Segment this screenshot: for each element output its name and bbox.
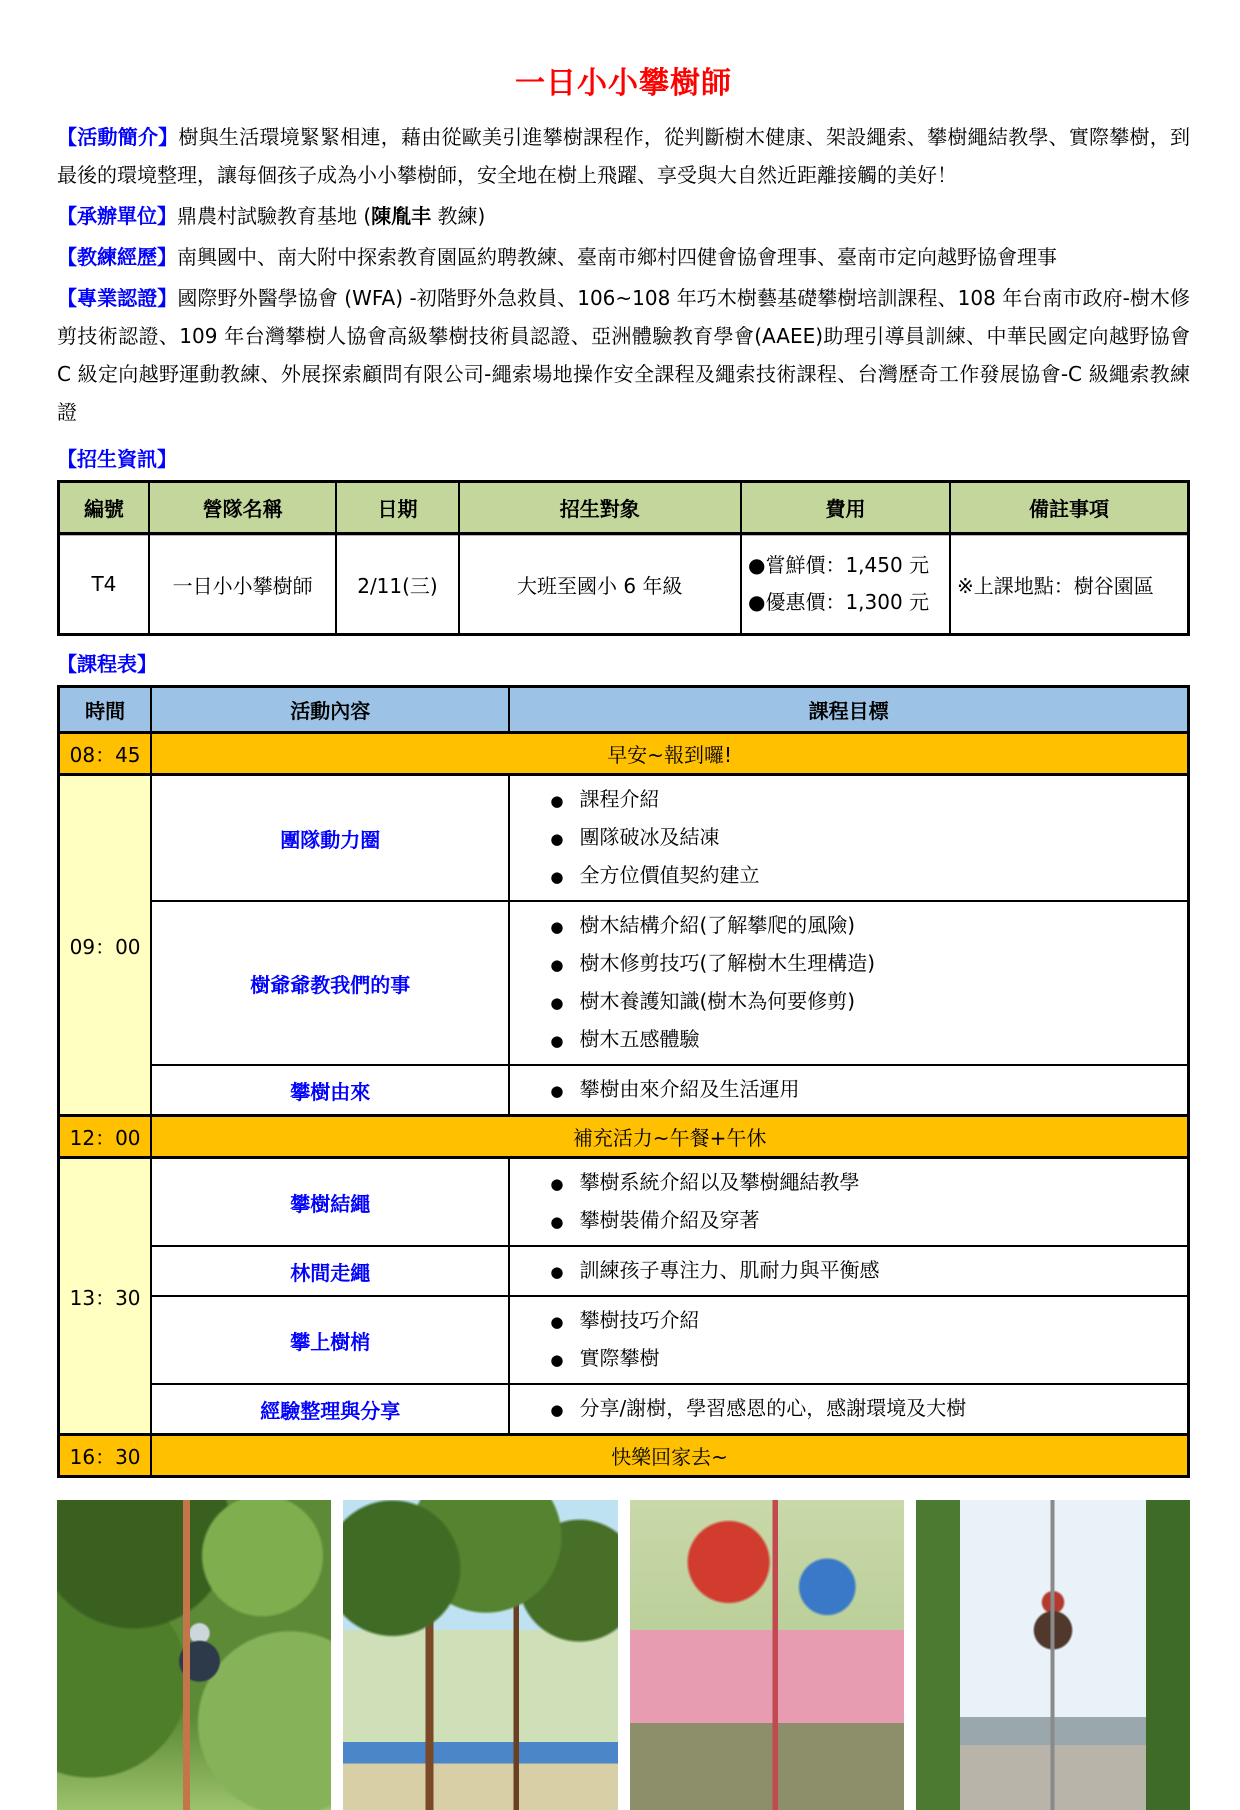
schedule-section-label: 【課程表】 <box>57 652 157 676</box>
goal-text: 全方位價值契約建立 <box>579 863 760 887</box>
photo-gallery <box>57 1500 1190 1810</box>
bullet-icon: ● <box>550 1263 564 1281</box>
bullet-icon: ● <box>550 918 564 936</box>
goal-item <box>550 1202 1179 1240</box>
bullet-icon: ● <box>550 1082 564 1100</box>
experience-text: 南興國中、南大附中探索教育園區約聘教練、臺南市鄉村四健會協會理事、臺南市定向越野協會理事 <box>177 245 1057 269</box>
recruitment-header-date: 日期 <box>336 482 458 534</box>
schedule-row-knots <box>59 1158 1189 1247</box>
activity-slackline: 林間走繩 <box>151 1246 509 1296</box>
recruitment-header-camp: 營隊名稱 <box>149 482 337 534</box>
camp-id-cell: T4 <box>59 534 149 635</box>
activity-photo-hanging-rope <box>916 1500 1190 1810</box>
bullet-icon: ● <box>550 994 564 1012</box>
recruitment-section-label: 【招生資訊】 <box>57 447 177 471</box>
schedule-header-activity: 活動內容 <box>151 687 509 733</box>
activity-photo-park-group <box>343 1500 617 1810</box>
schedule-row-climb-top <box>59 1296 1189 1384</box>
goals-tree-grandpa <box>509 901 1188 1065</box>
recruitment-header-price: 費用 <box>741 482 950 534</box>
schedule-header-row <box>59 687 1189 733</box>
goal-text: 團隊破冰及結凍 <box>579 825 720 849</box>
schedule-row-slackline <box>59 1246 1189 1296</box>
organizer-paragraph <box>57 197 1190 235</box>
goals-knots <box>509 1158 1188 1247</box>
goals-climb-origin <box>509 1065 1188 1116</box>
camp-note-cell: ※上課地點：樹谷園區 <box>950 534 1188 635</box>
schedule-banner-text-1200: 補充活力~午餐+午休 <box>151 1116 1188 1158</box>
goals-slackline <box>509 1246 1188 1296</box>
intro-label: 【活動簡介】 <box>57 125 179 149</box>
goal-item <box>550 983 1179 1021</box>
schedule-row-sharing <box>59 1384 1189 1435</box>
activity-team-circle: 團隊動力圈 <box>151 775 509 902</box>
schedule-time-1630: 16：30 <box>59 1435 152 1477</box>
schedule-row-climb-origin <box>59 1065 1189 1116</box>
schedule-banner-row-1200 <box>59 1116 1189 1158</box>
schedule-time-0845: 08：45 <box>59 733 152 775</box>
bullet-icon: ● <box>550 1175 564 1193</box>
goals-team-circle <box>509 775 1188 902</box>
goal-text: 課程介紹 <box>579 787 660 811</box>
goals-climb-top <box>509 1296 1188 1384</box>
bullet-icon: ● <box>550 956 564 974</box>
activity-tree-grandpa: 樹爺爺教我們的事 <box>151 901 509 1065</box>
goal-text: 樹木結構介紹(了解攀爬的風險) <box>579 913 856 937</box>
goal-text: 樹木養護知識(樹木為何要修剪) <box>579 989 856 1013</box>
recruitment-header-target: 招生對象 <box>459 482 742 534</box>
schedule-row-team-circle <box>59 775 1189 902</box>
bullet-icon: ● <box>550 830 564 848</box>
recruitment-table <box>57 480 1190 636</box>
goal-text: 攀樹技巧介紹 <box>579 1308 700 1332</box>
schedule-banner-row-0845 <box>59 733 1189 775</box>
schedule-header-goal: 課程目標 <box>509 687 1188 733</box>
recruitment-header-id: 編號 <box>59 482 149 534</box>
recruitment-header-row <box>59 482 1189 534</box>
goal-item <box>550 945 1179 983</box>
schedule-row-tree-grandpa <box>59 901 1189 1065</box>
goal-text: 實際攀樹 <box>579 1346 660 1370</box>
activity-photo-kids-gear <box>630 1500 904 1810</box>
camp-target-cell: 大班至國小 6 年級 <box>459 534 742 635</box>
schedule-banner-row-1630 <box>59 1435 1189 1477</box>
goal-text: 樹木修剪技巧(了解樹木生理構造) <box>579 951 876 975</box>
schedule-banner-text-0845: 早安~報到囉! <box>151 733 1188 775</box>
bullet-icon: ● <box>550 868 564 886</box>
goal-item <box>550 781 1179 819</box>
schedule-header-time: 時間 <box>59 687 152 733</box>
price-regular: ●嘗鮮價：1,450 元 <box>748 553 930 577</box>
schedule-banner-text-1630: 快樂回家去~ <box>151 1435 1188 1477</box>
activity-photo-climbing-rope <box>57 1500 331 1810</box>
organizer-suffix: 教練) <box>431 204 486 228</box>
price-discount: ●優惠價：1,300 元 <box>748 590 930 614</box>
activity-climb-top: 攀上樹梢 <box>151 1296 509 1384</box>
goal-item <box>550 1021 1179 1059</box>
activity-climb-origin: 攀樹由來 <box>151 1065 509 1116</box>
camp-name-cell: 一日小小攀樹師 <box>149 534 337 635</box>
bullet-icon: ● <box>550 1401 564 1419</box>
goal-item <box>550 1252 1179 1290</box>
activity-sharing: 經驗整理與分享 <box>151 1384 509 1435</box>
goals-sharing <box>509 1384 1188 1435</box>
goal-item <box>550 1164 1179 1202</box>
goal-item <box>550 1071 1179 1109</box>
goal-item <box>550 819 1179 857</box>
bullet-icon: ● <box>550 1351 564 1369</box>
schedule-table <box>57 685 1190 1478</box>
recruitment-header-note: 備註事項 <box>950 482 1188 534</box>
goal-text: 分享/謝樹，學習感恩的心，感謝環境及大樹 <box>579 1396 967 1420</box>
goal-text: 攀樹裝備介紹及穿著 <box>579 1208 760 1232</box>
intro-text: 樹與生活環境緊緊相連，藉由從歐美引進攀樹課程作，從判斷樹木健康、架設繩索、攀樹繩結教學、實際攀樹，到最後的環境整理，讓每個孩子成為小小攀樹師，安全地在樹上飛躍、享受與大自然近距離接觸的美好！ <box>57 125 1191 187</box>
bullet-icon: ● <box>550 1313 564 1331</box>
activity-knots: 攀樹結繩 <box>151 1158 509 1247</box>
goal-item <box>550 1390 1179 1428</box>
schedule-time-1200: 12：00 <box>59 1116 152 1158</box>
certification-label: 【專業認證】 <box>57 286 178 310</box>
bullet-icon: ● <box>550 1213 564 1231</box>
experience-paragraph <box>57 238 1190 276</box>
goal-text: 攀樹由來介紹及生活運用 <box>579 1077 800 1101</box>
schedule-time-0900: 09：00 <box>59 775 152 1116</box>
organizer-label: 【承辦單位】 <box>57 204 177 228</box>
camp-date-cell: 2/11(三) <box>336 534 458 635</box>
recruitment-data-row <box>59 534 1189 635</box>
bullet-icon: ● <box>550 792 564 810</box>
goal-item <box>550 857 1179 895</box>
experience-label: 【教練經歷】 <box>57 245 177 269</box>
organizer-prefix: 鼎農村試驗教育基地 ( <box>177 204 372 228</box>
certification-paragraph <box>57 279 1190 431</box>
bullet-icon: ● <box>550 1032 564 1050</box>
goal-item <box>550 1302 1179 1340</box>
certification-text: 國際野外醫學協會 (WFA) -初階野外急救員、106~108 年巧木樹藝基礎攀樹培訓課程、108 年台南市政府-樹木修剪技術認證、109 年台灣攀樹人協會高級攀樹技術員認證、亞洲體驗教育學會(AAEE)助理引導員訓練、中華民國定向越野協會 C 級定向越野運動教練、外展探索顧問有限公司-繩索場地操作安全課程及繩索技術課程、台灣歷奇工作發展協會-C 級繩索教練證 <box>57 286 1190 424</box>
goal-text: 訓練孩子專注力、肌耐力與平衡感 <box>579 1258 880 1282</box>
schedule-time-1330: 13：30 <box>59 1158 152 1435</box>
coach-name: 陳胤丰 <box>371 204 432 228</box>
goal-text: 攀樹系統介紹以及攀樹繩結教學 <box>579 1170 860 1194</box>
camp-price-cell <box>741 534 950 635</box>
goal-item <box>550 1340 1179 1378</box>
goal-item <box>550 907 1179 945</box>
page-title: 一日小小攀樹師 <box>515 66 732 101</box>
goal-text: 樹木五感體驗 <box>579 1027 700 1051</box>
intro-paragraph <box>57 118 1190 194</box>
